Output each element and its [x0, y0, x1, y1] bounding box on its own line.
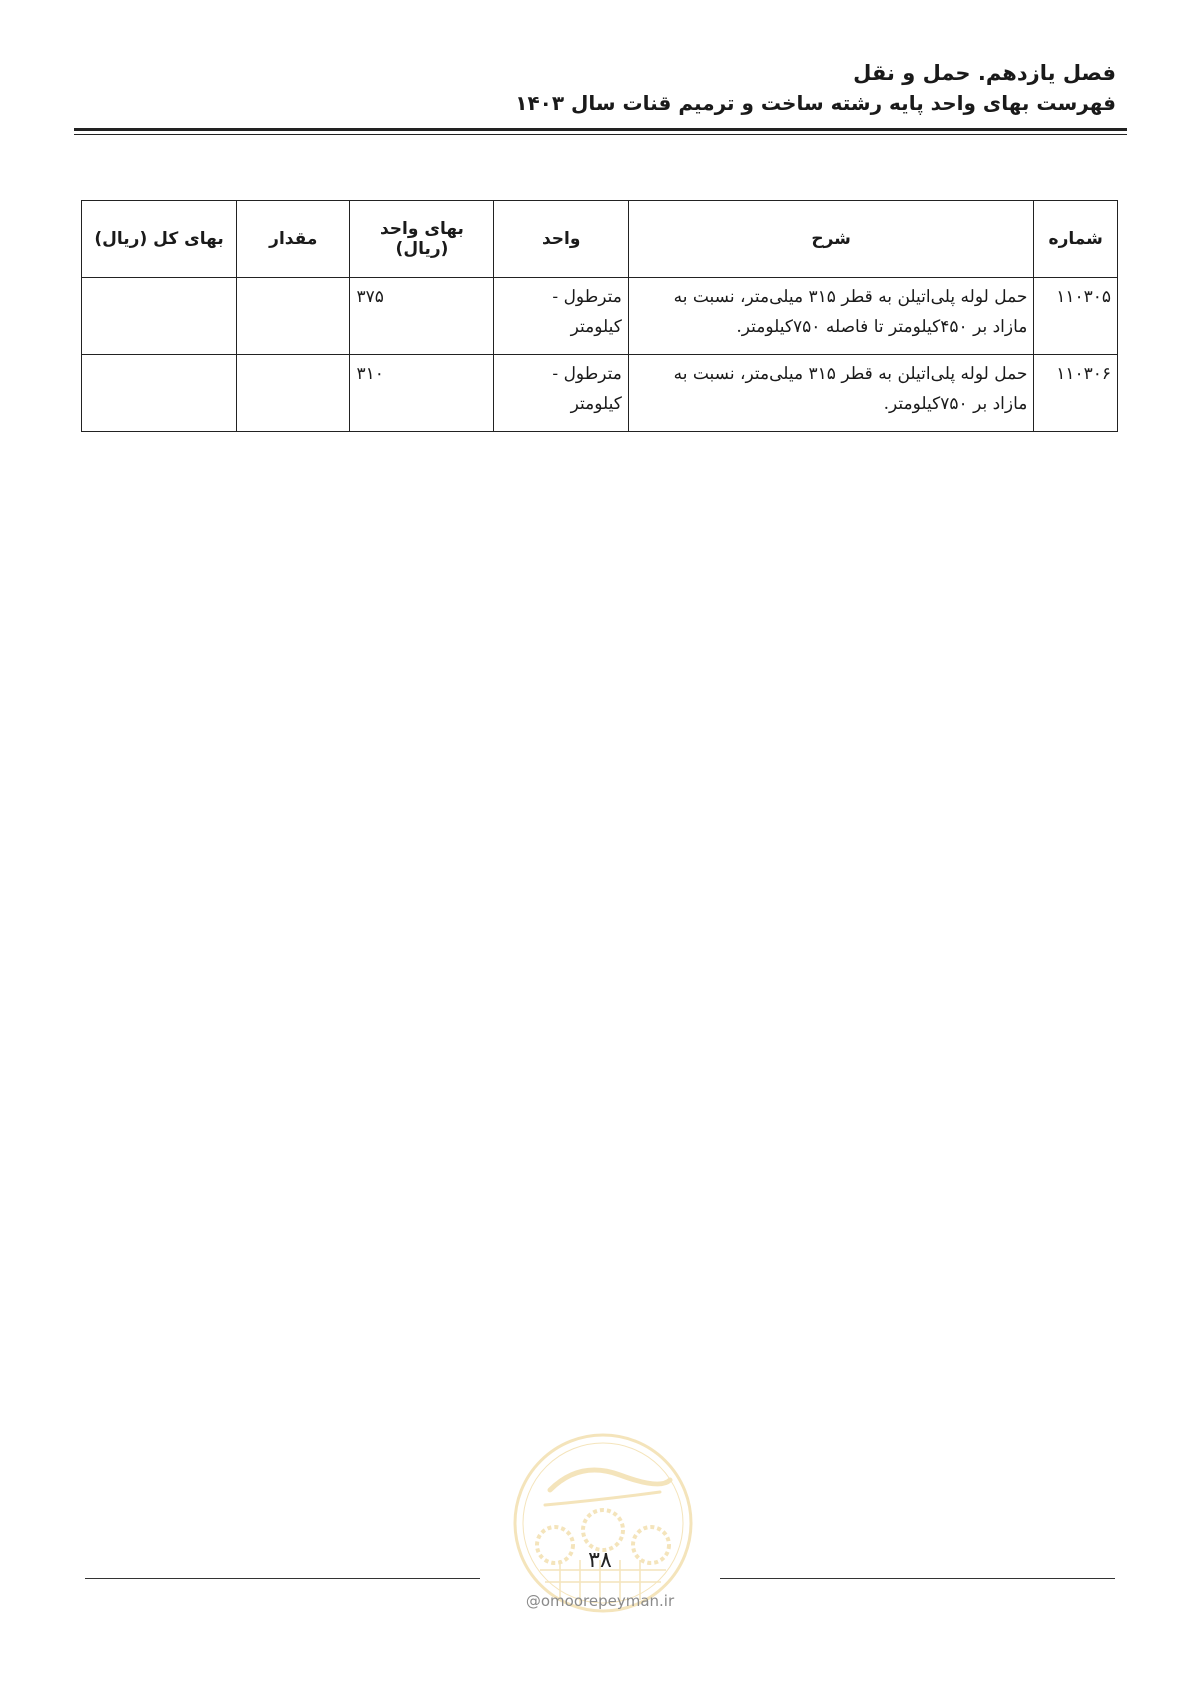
row-quantity: [237, 278, 350, 355]
table-header-row: [82, 201, 1118, 278]
header-unit-price: بهای واحد (ریال): [350, 201, 494, 278]
header-divider-thin: [74, 134, 1127, 135]
header-number: شماره: [1034, 201, 1118, 278]
header-total-price: بهای کل (ریال): [82, 201, 237, 278]
header-divider-thick: [74, 128, 1127, 131]
header-unit: واحد: [494, 201, 628, 278]
footer-divider-right: [720, 1578, 1115, 1579]
header-quantity: مقدار: [237, 201, 350, 278]
table-row: [82, 278, 1118, 355]
table-row: [82, 355, 1118, 432]
chapter-title: فصل یازدهم. حمل و نقل: [853, 61, 1116, 85]
row-total-price: [82, 278, 237, 355]
watermark-logo: [510, 1430, 696, 1616]
page-number: ۳۸: [588, 1548, 612, 1573]
row-unit: مترطول - کیلومتر: [494, 355, 628, 432]
row-unit: مترطول - کیلومتر: [494, 278, 628, 355]
row-description: حمل لوله پلی‌اتیلن به قطر ۳۱۵ میلی‌متر، نسبت به مازاد بر ۷۵۰کیلومتر.: [628, 355, 1034, 432]
row-description: حمل لوله پلی‌اتیلن به قطر ۳۱۵ میلی‌متر، نسبت به مازاد بر ۴۵۰کیلومتر تا فاصله ۷۵۰کیلومتر.: [628, 278, 1034, 355]
row-unit-price: ۳۱۰: [350, 355, 494, 432]
header-description: شرح: [628, 201, 1034, 278]
row-number: ۱۱۰۳۰۵: [1034, 278, 1118, 355]
website-watermark: @omoorepeyman.ir: [525, 1592, 675, 1610]
row-number: ۱۱۰۳۰۶: [1034, 355, 1118, 432]
row-unit-price: ۳۷۵: [350, 278, 494, 355]
row-quantity: [237, 355, 350, 432]
footer-divider-left: [85, 1578, 480, 1579]
price-list-table: [81, 200, 1118, 432]
document-subtitle: فهرست بهای واحد پایه رشته ساخت و ترمیم قنات سال ۱۴۰۳: [515, 91, 1116, 115]
page-header: [66, 58, 1116, 118]
row-total-price: [82, 355, 237, 432]
